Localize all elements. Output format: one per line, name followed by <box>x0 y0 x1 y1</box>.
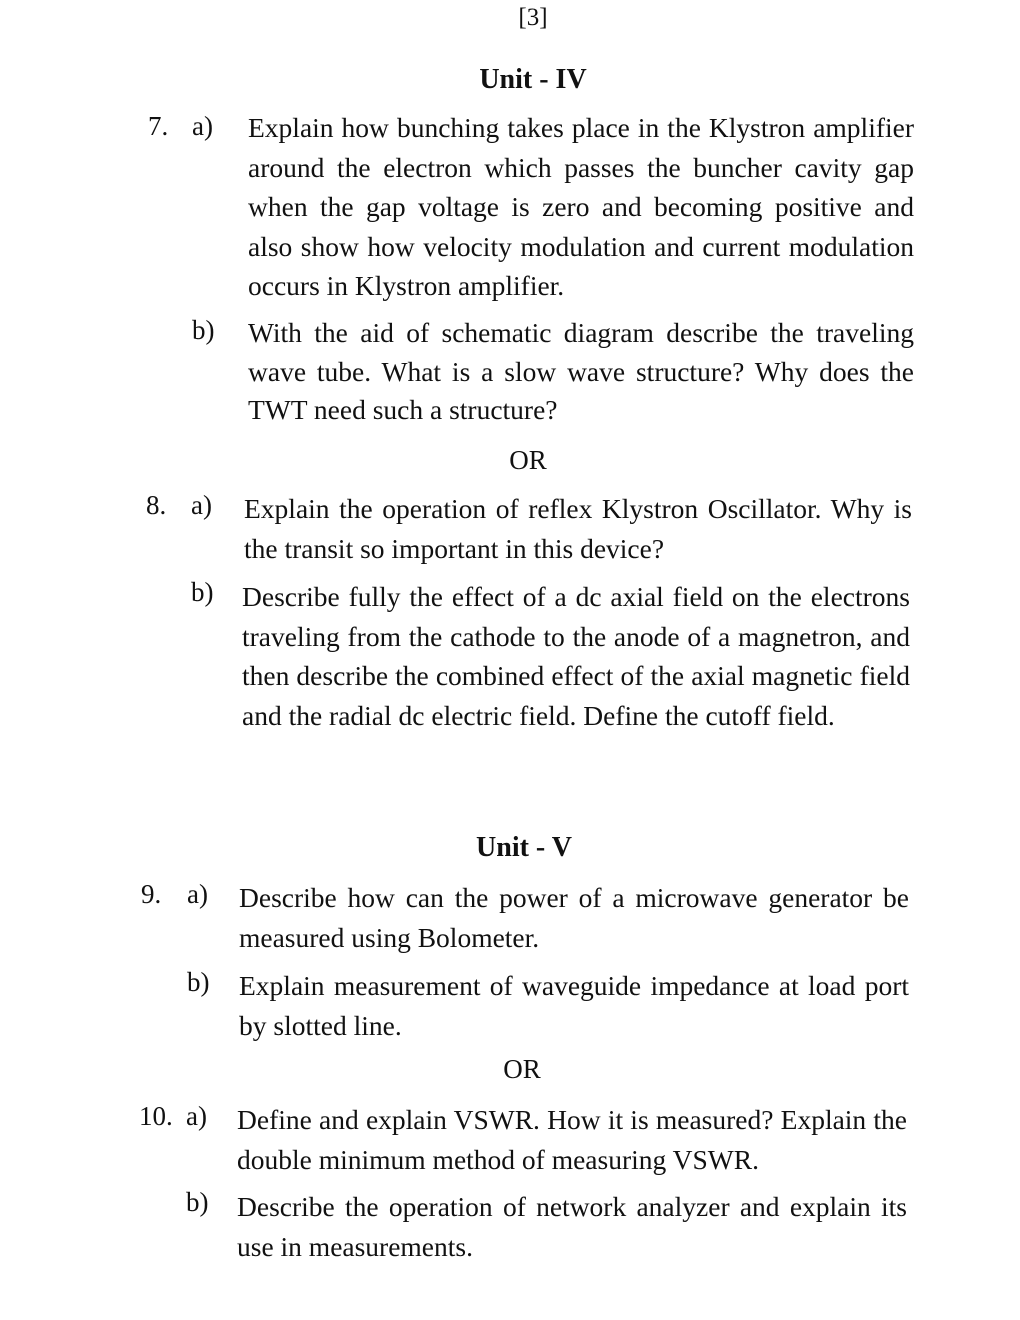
question-number-8: 8. <box>146 490 167 520</box>
question-8a-text: Explain the operation of reflex Klystron Oscillator. Why is the transit so important in this device? <box>244 493 912 564</box>
part-label-7a: a) <box>192 111 213 141</box>
question-number-7: 7. <box>148 111 169 141</box>
part-label-8b: b) <box>191 577 214 607</box>
part-label-7b: b) <box>192 315 215 345</box>
part-label-9a: a) <box>187 879 208 909</box>
question-9a-text: Describe how can the power of a microwave generator be measured using Bolometer. <box>239 882 909 953</box>
question-10a-text: Define and explain VSWR. How it is measured? Explain the double minimum method of measuring VSWR. <box>237 1104 907 1175</box>
part-label-9b: b) <box>187 967 210 997</box>
question-number-10: 10. <box>139 1101 173 1131</box>
question-7a-text: Explain how bunching takes place in the Klystron amplifier around the electron which passes the buncher cavity gap when the gap voltage is zero and becoming positive and also show how velocity modulation and current modulation occurs in Klystron amplifier. <box>248 112 914 301</box>
or-divider-1: OR <box>509 445 547 475</box>
page-number: [3] <box>518 4 548 31</box>
question-7b-text: With the aid of schematic diagram describe the traveling wave tube. What is a slow wave structure? Why does the TWT need such a structure? <box>248 317 914 425</box>
or-divider-2: OR <box>503 1054 541 1084</box>
question-number-9: 9. <box>141 879 162 909</box>
part-label-8a: a) <box>191 490 212 520</box>
unit-heading-v: Unit - V <box>476 832 572 863</box>
question-8b-text: Describe fully the effect of a dc axial field on the electrons traveling from the cathode to the anode of a magnetron, and then describe the combined effect of the axial magnetic field and the radial dc electric field. Define the cutoff field. <box>242 581 910 731</box>
unit-heading-iv: Unit - IV <box>479 64 587 95</box>
part-label-10b: b) <box>186 1187 209 1217</box>
part-label-10a: a) <box>186 1101 207 1131</box>
question-10b-text: Describe the operation of network analyzer and explain its use in measurements. <box>237 1191 907 1262</box>
question-9b-text: Explain measurement of waveguide impedance at load port by slotted line. <box>239 970 909 1041</box>
